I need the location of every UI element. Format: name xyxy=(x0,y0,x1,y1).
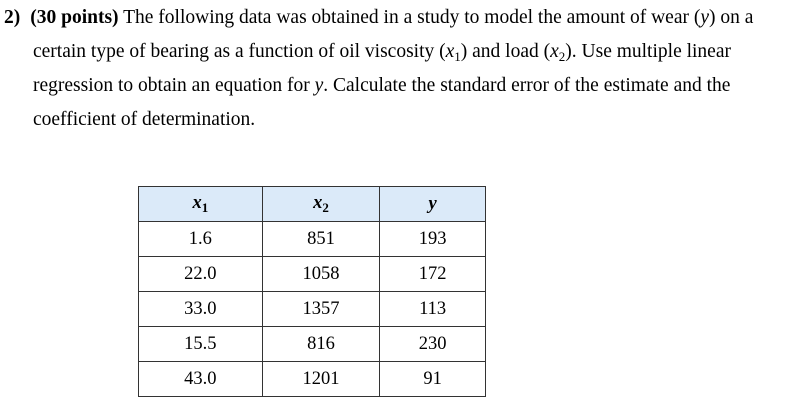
problem-line-4: coefficient of determination. xyxy=(33,109,256,130)
table-row xyxy=(139,222,486,257)
data-table xyxy=(138,186,486,397)
table-cell: 172 xyxy=(380,257,486,292)
header-y: y xyxy=(380,187,486,222)
table-row xyxy=(139,362,486,397)
var-y: y xyxy=(700,7,710,28)
var-x2: $x_2$ xyxy=(550,41,566,64)
line1-text: The following data was obtained in a study to model the amount of wear ( xyxy=(118,7,701,28)
table-row xyxy=(139,292,486,327)
table-cell: 1201 xyxy=(262,362,380,397)
problem-number: 2) xyxy=(4,7,21,28)
var-y-2: y xyxy=(314,75,324,96)
table-cell: 15.5 xyxy=(139,327,263,362)
table-cell: 43.0 xyxy=(139,362,263,397)
table-cell: 22.0 xyxy=(139,257,263,292)
problem-line-3 xyxy=(33,74,730,98)
table-cell: 1058 xyxy=(262,257,380,292)
table-cell: 851 xyxy=(262,222,380,257)
header-x2: $x_2$ xyxy=(262,187,380,222)
table-row xyxy=(139,257,486,292)
table-cell: 230 xyxy=(380,327,486,362)
table-cell: 113 xyxy=(380,292,486,327)
line2-mid: ) and load ( xyxy=(460,41,551,62)
problem-line-1 xyxy=(4,6,753,30)
line1-end: ) on a xyxy=(709,7,754,28)
table-cell: 33.0 xyxy=(139,292,263,327)
table-cell: 193 xyxy=(380,222,486,257)
table-cell: 1357 xyxy=(262,292,380,327)
table-row xyxy=(139,327,486,362)
table-cell: 816 xyxy=(262,327,380,362)
var-x1: $x_1$ xyxy=(445,41,461,64)
problem-points: (30 points) xyxy=(30,7,119,28)
line2-start: certain type of bearing as a function of oil viscosity ( xyxy=(33,41,446,62)
line3-end: . Calculate the standard error of the estimate and the xyxy=(323,75,731,96)
problem-line-2 xyxy=(33,40,731,69)
table-cell: 91 xyxy=(380,362,486,397)
header-x1: $x_1$ xyxy=(139,187,263,222)
table-cell: 1.6 xyxy=(139,222,263,257)
table-header-row xyxy=(139,187,486,222)
line3-start: regression to obtain an equation for xyxy=(33,75,315,96)
line2-end: ). Use multiple linear xyxy=(565,41,731,62)
